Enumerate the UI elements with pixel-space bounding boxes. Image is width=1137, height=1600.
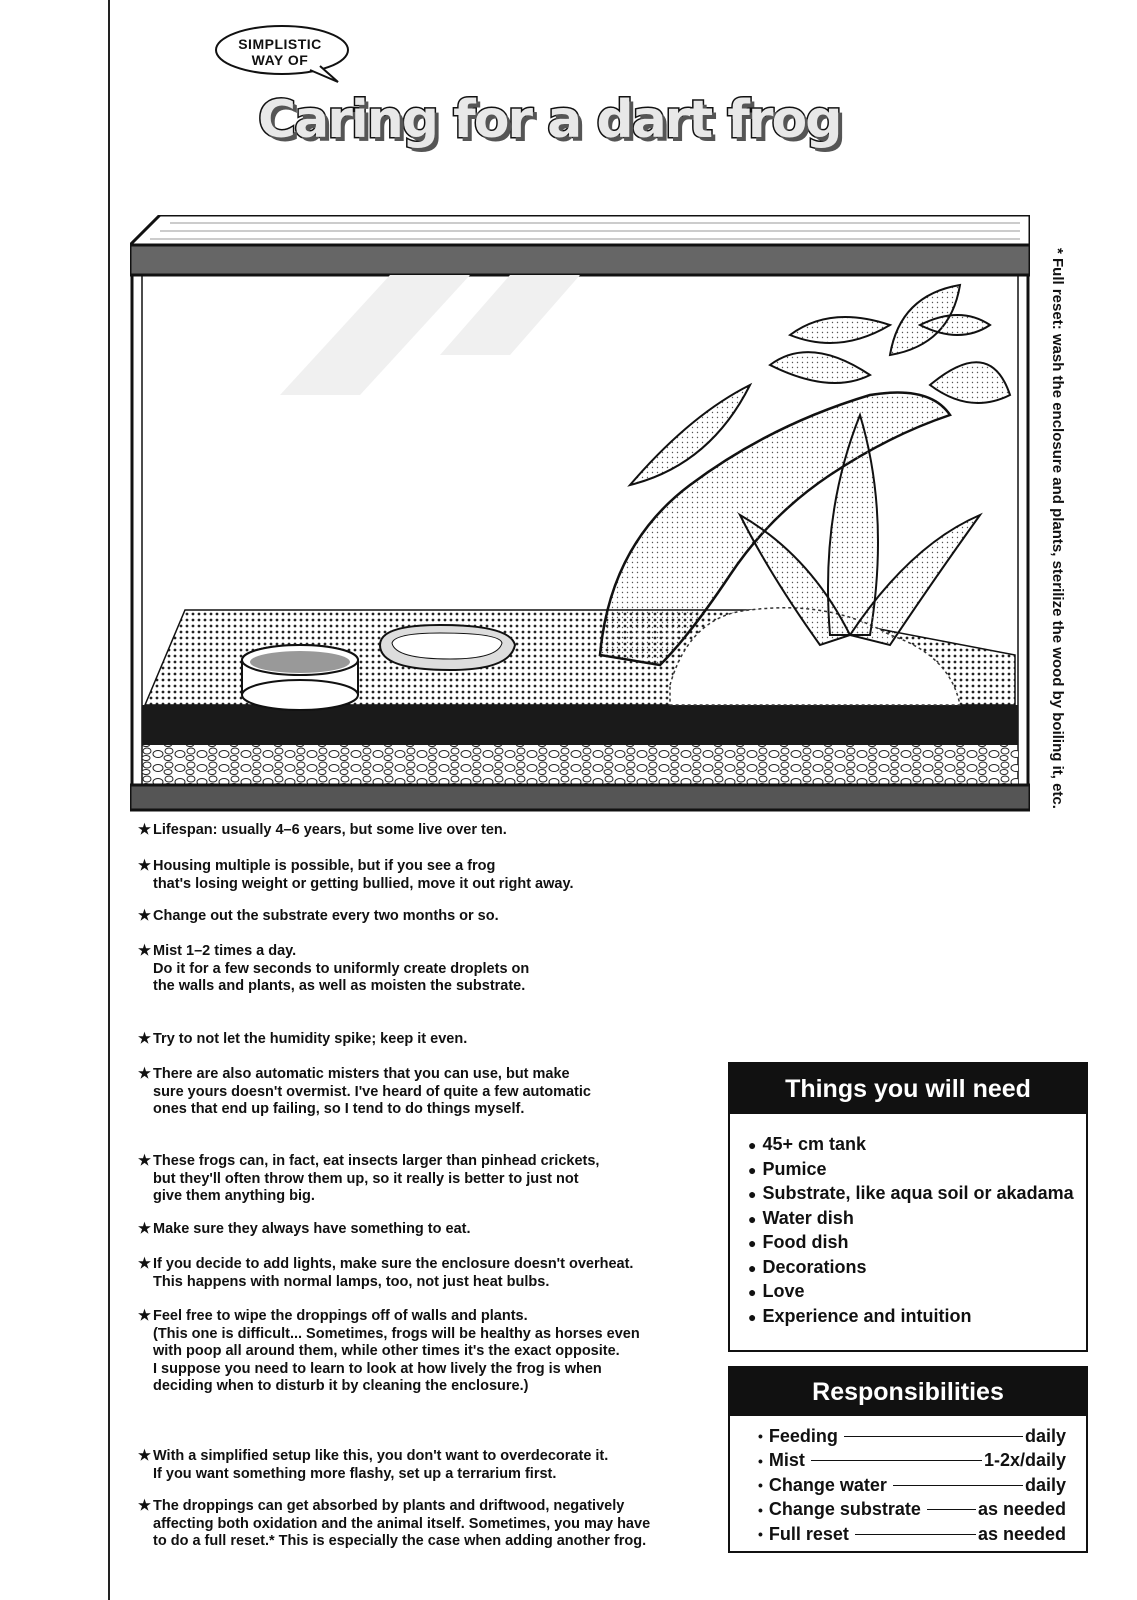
- bullet-icon: •: [758, 1501, 763, 1518]
- leader-line: [811, 1460, 982, 1461]
- list-item: [758, 1449, 1066, 1474]
- list-item: ● Love: [748, 1279, 1086, 1304]
- soil-layer: [142, 705, 1018, 745]
- star-icon: ★: [138, 908, 151, 924]
- star-icon: ★: [138, 858, 151, 874]
- list-item: [758, 1498, 1066, 1523]
- tip-item: ★ If you decide to add lights, make sure the enclosure doesn't overheat. This happens with normal lamps, too, not just heat bulbs.: [138, 1256, 634, 1290]
- task-frequency: as needed: [977, 1499, 1066, 1520]
- bullet-icon: •: [758, 1428, 763, 1445]
- star-icon: ★: [138, 1498, 151, 1514]
- terrarium-illustration: [130, 215, 1030, 815]
- star-icon: ★: [138, 1256, 151, 1272]
- full-reset-footnote: * Full reset: wash the enclosure and plants, sterilize the wood by boiling it, etc.: [1049, 248, 1066, 809]
- tip-item: ★ There are also automatic misters that you can use, but make sure yours doesn't overmist. I've heard of quite a few automatic ones that end up failing, so I tend to do things myself.: [138, 1066, 591, 1117]
- task-frequency: daily: [1024, 1425, 1066, 1446]
- responsibilities-title: Responsibilities: [730, 1368, 1086, 1416]
- star-icon: ★: [138, 1308, 151, 1324]
- responsibilities-list: [730, 1416, 1086, 1547]
- list-item: [758, 1522, 1066, 1547]
- star-icon: ★: [138, 822, 151, 838]
- list-item: ● 45+ cm tank: [748, 1132, 1086, 1157]
- bubble-line-2: WAY OF: [251, 52, 309, 68]
- star-icon: ★: [138, 1031, 151, 1047]
- list-item: ● Pumice: [748, 1157, 1086, 1182]
- leader-line: [927, 1509, 976, 1510]
- tip-item: ★ The droppings can get absorbed by plants and driftwood, negatively affecting both oxidation and the animal itself. Sometimes, you may have to do a full reset.* This is especially the case when adding another frog.: [138, 1498, 651, 1549]
- task-label: Full reset: [768, 1523, 849, 1544]
- list-item: ● Decorations: [748, 1255, 1086, 1280]
- food-dish: [242, 645, 358, 710]
- tip-item: ★ Make sure they always have something to eat.: [138, 1221, 471, 1237]
- bullet-icon: •: [758, 1526, 763, 1543]
- task-label: Change water: [768, 1474, 887, 1495]
- page-border-line: [108, 0, 110, 1600]
- pebble-layer: [142, 745, 1018, 785]
- things-you-will-need-box: [728, 1062, 1088, 1352]
- star-icon: ★: [138, 1221, 151, 1237]
- list-item: ● Water dish: [748, 1206, 1086, 1231]
- task-frequency: daily: [1024, 1474, 1066, 1495]
- task-label: Feeding: [768, 1425, 838, 1446]
- list-item: [758, 1424, 1066, 1449]
- responsibilities-box: [728, 1366, 1088, 1553]
- tank-base: [130, 785, 1030, 810]
- needs-list: [730, 1114, 1086, 1328]
- tank-lid: [130, 215, 1030, 275]
- leader-line: [844, 1436, 1023, 1437]
- star-icon: ★: [138, 1448, 151, 1464]
- tip-item: ★ These frogs can, in fact, eat insects larger than pinhead crickets, but they'll often throw them up, so it really is better to just not give them anything big.: [138, 1153, 600, 1204]
- tip-item: ★ Feel free to wipe the droppings off of walls and plants. (This one is difficult... Sometimes, frogs will be healthy as horses even with poop all around them, while other times it's the exact opposite. I suppose you need to learn to look at how lively the frog is when deciding when to disturb it by cleaning the enclosure.): [138, 1308, 640, 1394]
- tip-item: ★ Lifespan: usually 4–6 years, but some live over ten.: [138, 822, 507, 838]
- bubble-text: [214, 36, 346, 68]
- task-label: Mist: [768, 1450, 805, 1471]
- task-frequency: as needed: [977, 1523, 1066, 1544]
- needs-title: Things you will need: [730, 1064, 1086, 1114]
- bullet-icon: •: [758, 1477, 763, 1494]
- tip-item: ★ Mist 1–2 times a day. Do it for a few seconds to uniformly create droplets on the walls and plants, as well as moisten the substrate.: [138, 943, 530, 994]
- page-title: Caring for a dart frog: [258, 90, 841, 150]
- star-icon: ★: [138, 1153, 151, 1169]
- leader-line: [893, 1485, 1023, 1486]
- water-dish: [380, 625, 515, 670]
- star-icon: ★: [138, 1066, 151, 1082]
- list-item: ● Food dish: [748, 1230, 1086, 1255]
- list-item: ● Substrate, like aqua soil or akadama: [748, 1181, 1086, 1206]
- task-frequency: 1-2x/daily: [983, 1450, 1066, 1471]
- list-item: ● Experience and intuition: [748, 1304, 1086, 1329]
- tip-item: ★ Change out the substrate every two months or so.: [138, 908, 499, 924]
- bullet-icon: •: [758, 1452, 763, 1469]
- tip-item: ★ Housing multiple is possible, but if you see a frog that's losing weight or getting bullied, move it out right away.: [138, 858, 574, 892]
- leader-line: [855, 1534, 976, 1535]
- tip-item: ★ Try to not let the humidity spike; keep it even.: [138, 1031, 468, 1047]
- task-label: Change substrate: [768, 1499, 921, 1520]
- list-item: [758, 1473, 1066, 1498]
- star-icon: ★: [138, 943, 151, 959]
- tip-item: ★ With a simplified setup like this, you don't want to overdecorate it. If you want something more flashy, set up a terrarium first.: [138, 1448, 609, 1482]
- bubble-line-1: SIMPLISTIC: [238, 36, 322, 52]
